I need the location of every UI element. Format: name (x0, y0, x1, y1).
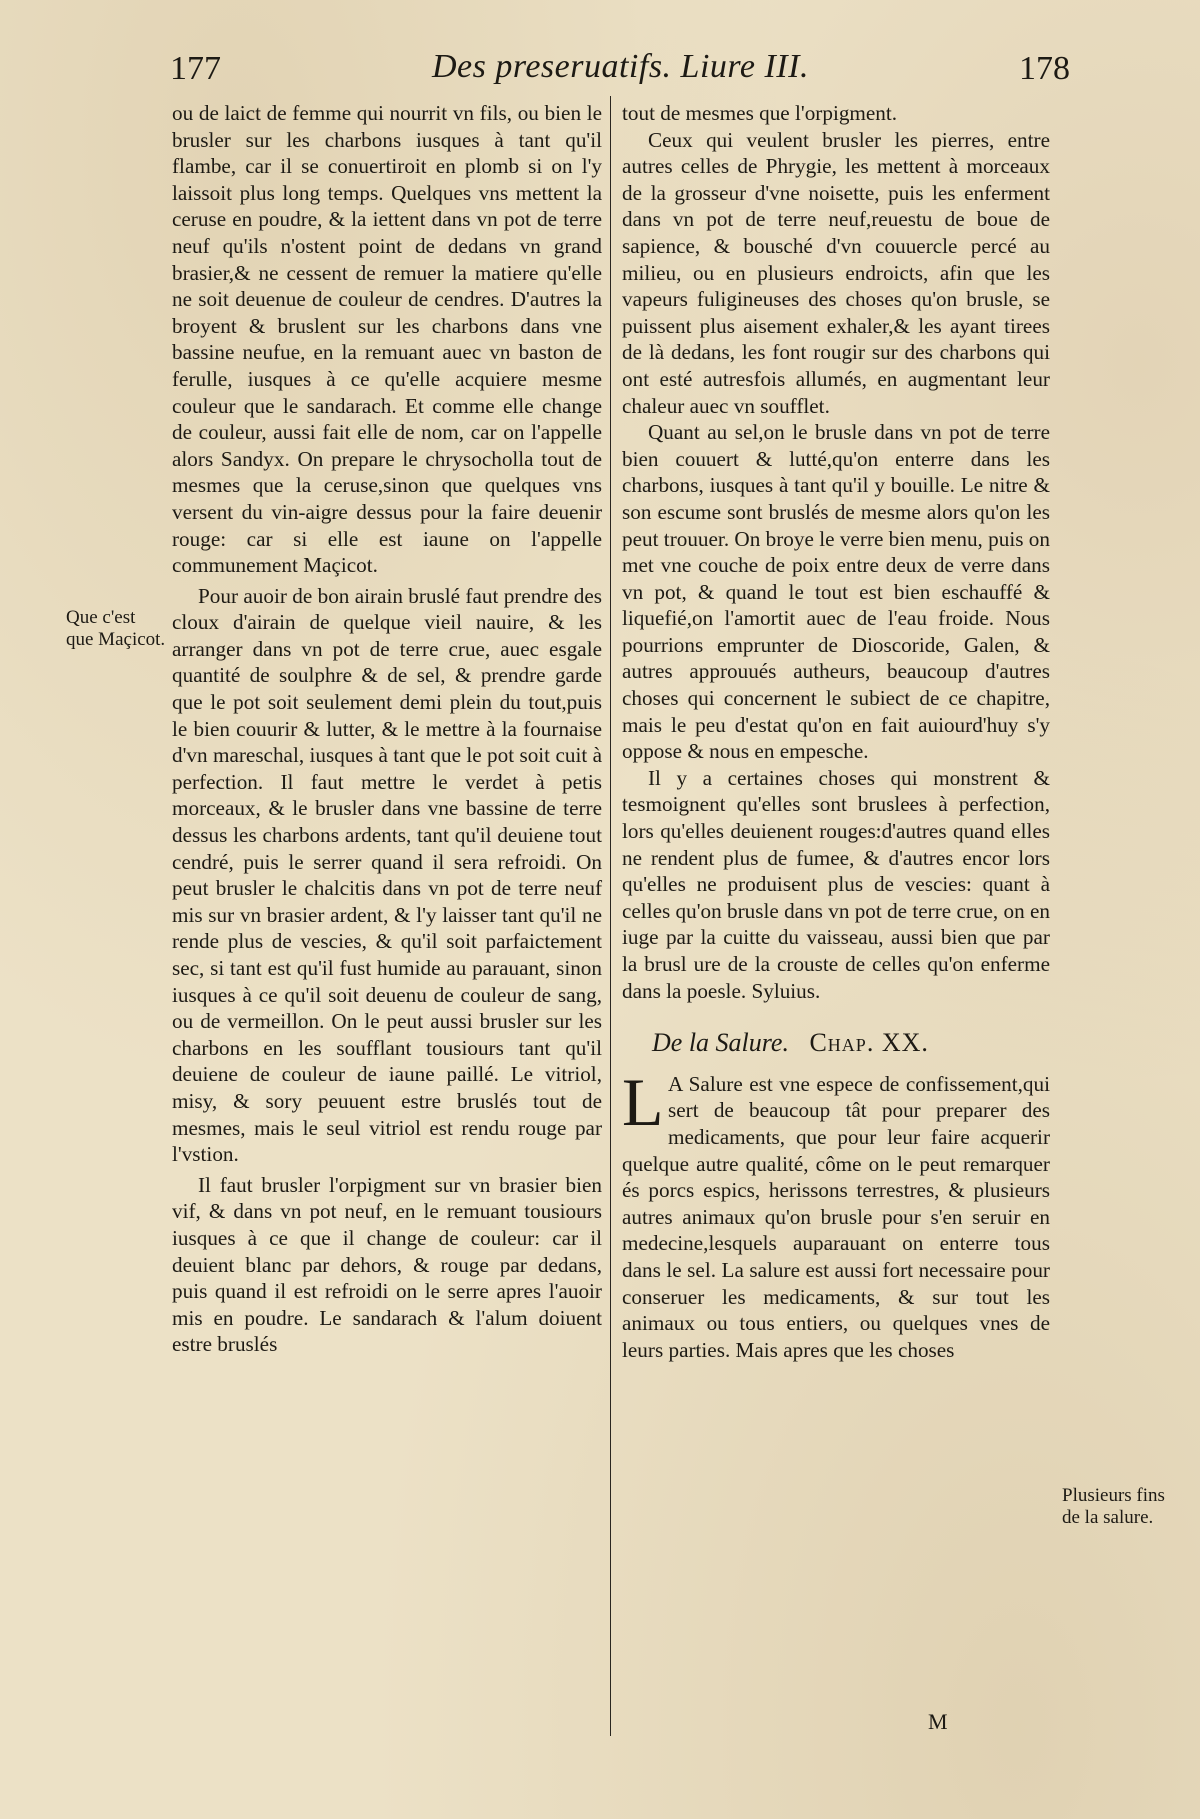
page-number-right: 178 (1019, 50, 1070, 87)
chapter-paragraph (622, 1063, 1050, 1364)
paragraph: ou de laict de femme qui nourrit vn fils, ou bien le brusler sur les charbons iusques à tant qu'il flambe, car il se conuertiroit en plomb si on l'y laissoit plus long temps. Quelques vns mettent la ceruse en poudre, & la iettent dans vn pot de terre neuf qu'ils n'ostent point de dedans vn grand brasier,& ne cessent de remuer la matiere qu'elle ne soit deuenue de couleur de cendres. D'autres la broyent & bruslent sur les charbons dans vne bassine neufue, en la remuant auec vn baston de ferulle, iusques à ce qu'elle acquiere mesme couleur que le sandarach. Et comme elle change de couleur, aussi fait elle de nom, car on l'appelle alors Sandyx. On prepare le chrysocholla tout de mesmes que la ceruse,sinon que quelques vns versent du vin-aigre dessus pour la faire deuenir rouge: car si elle est iaune on l'appelle communement Maçicot. (172, 101, 602, 578)
chapter-heading (622, 1030, 1050, 1057)
right-column (622, 100, 1050, 1363)
drop-cap: L (622, 1063, 664, 1140)
margin-note-right: Plusieurs fins de la salure. (1062, 1485, 1165, 1528)
chapter-text: A Salure est vne espece de confissement,qui sert de beaucoup tât pour preparer des medicaments, que pour leur faire acquerir quelque autre qualité, côme on le peut remarquer és porcs espics, herissons terrestres, & plusieurs autres animaux qu'on brusle pour s'en seruir en medecine,lesquels auparauant on enterre tous dans le sel. La salure est aussi fort necessaire pour conseruer les medicaments, & sur tout les animaux ou tous entiers, ou quelques vnes de leurs parties. Mais apres que les choses (622, 1071, 1050, 1362)
paragraph: Il y a certaines choses qui monstrent & tesmoignent qu'elles sont bruslees à perfection, lors qu'elles deuienent rouges:d'autres quand elles ne rendent plus de fumee, & d'autres encor lors qu'elles ne produisent plus de vescies: quant à celles qu'on brusle dans vn pot de terre crue, on en iuge par la cuitte du vaisseau, aussi bien que par la brusl ure de la crouste de celles qu'on enferme dans la poesle. Syluius. (622, 765, 1051, 1003)
page-number-left: 177 (170, 50, 221, 87)
margin-note-left: Que c'est que Maçicot. (66, 607, 166, 650)
column-rule (610, 96, 611, 1736)
left-column (172, 100, 602, 1358)
running-title: Des preseruatifs. Liure III. (432, 48, 809, 85)
running-header (170, 48, 1070, 94)
paragraph: Il faut brusler l'orpigment sur vn brasier bien vif, & dans vn pot neuf, en le remuant tousiours iusques à ce que il change de couleur: car il deuient blanc par dehors, & rouge par dedans, puis quand il est refroidi on le serre apres l'auoir mis en poudre. Le sandarach & l'alum doiuent estre bruslés (172, 1172, 602, 1357)
signature-mark: M (928, 1709, 948, 1734)
paragraph: Pour auoir de bon airain bruslé faut prendre des cloux d'airain de quelque vieil nauire, & les arranger dans vn pot de terre crue, auec esgale quantité de soulphre & de sel, & prendre garde que le pot soit seulement demi plein du tout,puis le bien couurir & lutter, & le mettre à la fournaise d'vn mareschal, iusques à tant que le pot soit cuit à perfection. Il faut mettre le verdet à petis morceaux, & le brusler dans vne bassine de terre dessus les charbons ardents, tant qu'il deuiene tout cendré, puis le serrer quand il sera refroidi. On peut brusler le chalcitis dans vn pot de terre neuf mis sur vn brasier ardent, & l'y laisser tant qu'il ne rende plus de vescies, & qu'il soit parfaictement sec, si tant est qu'il fust humide au parauant, sinon iusques à ce qu'il soit deuenu de couleur de sang, ou de vermeillon. On le peut aussi brusler sur les charbons en les soufflant tousiours tant qu'il deuiene de couleur de iaune paillé. Le vitriol, misy, & sory peuuent estre bruslés tout de mesmes, mais le seul vitriol est rendu rouge par l'vstion. (172, 583, 602, 1167)
chapter-title: De la Salure. (652, 1028, 789, 1058)
paragraph: Quant au sel,on le brusle dans vn pot de terre bien couuert & lutté,qu'on enterre dans les charbons, iusques à tant qu'il y bouille. Le nitre & son escume sont bruslés de mesme alors qu'on les peut trouuer. On broye le verre bien menu, puis on met vne couche de poix entre deux de verre dans vn pot, & quand le tout est bien eschauffé & liquefié,on l'amortit auec de l'eau froide. Nous pourrions emprunter de Dioscoride, Galen, & autres approuués autheurs, beaucoup d'autres choses qui concernent le subiect de ce chapitre, mais le peu d'estat qu'on en fait auiourd'huy s'y oppose & nous en empesche. (622, 420, 1050, 764)
paragraph: tout de mesmes que l'orpigment. (622, 101, 898, 125)
paragraph: Ceux qui veulent brusler les pierres, entre autres celles de Phrygie, les mettent à morceaux de la grosseur d'vne noisette, puis les enferment dans vn pot de terre neuf,reuestu de boue de sapience, & bousché d'vn couuercle percé au milieu, ou en plusieurs endroicts, afin que les vapeurs fuligineuses des choses qu'on brusle, se puissent plus aisement exhaler,& les ayant tirees de là dedans, les font rougir sur des charbons qui ont esté autresfois allumés, en augmentant leur chaleur auec vn soufflet. (622, 127, 1050, 418)
chapter-label: Chap. XX. (809, 1028, 929, 1058)
